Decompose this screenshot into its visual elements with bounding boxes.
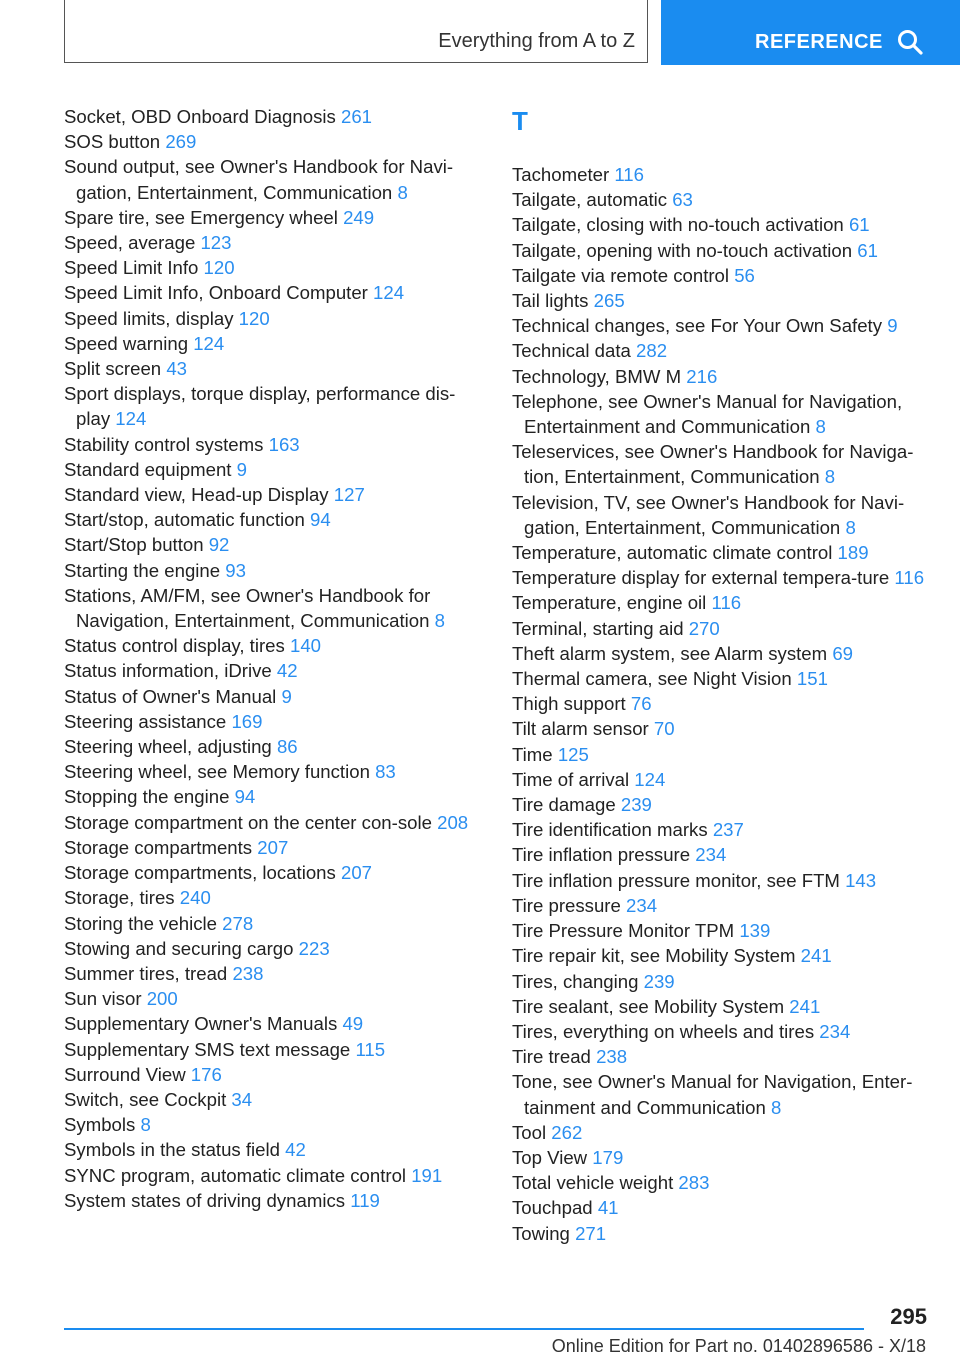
- index-entry: [512, 313, 932, 338]
- entry-text: Tilt alarm sensor: [512, 718, 649, 740]
- page-link[interactable]: 241: [800, 945, 832, 967]
- index-entry: [64, 457, 474, 482]
- entry-text: Tire pressure: [512, 894, 621, 916]
- index-entry: [64, 104, 474, 129]
- index-entry: [512, 994, 932, 1019]
- entry-text: Switch, see Cockpit: [64, 1088, 227, 1110]
- page-link[interactable]: 191: [411, 1164, 443, 1186]
- page-link[interactable]: 271: [575, 1222, 607, 1244]
- page-link[interactable]: 49: [342, 1013, 364, 1035]
- page-link[interactable]: 9: [887, 315, 898, 337]
- entry-text: Surround View: [64, 1063, 186, 1085]
- entry-text: Stowing and securing cargo: [64, 937, 294, 959]
- entry-text: Sound output, see Owner's Handbook for Navi‐gation, Entertainment, Communication: [64, 156, 454, 203]
- index-entry: [512, 1145, 932, 1170]
- index-entry: [64, 1011, 474, 1036]
- index-entry: [64, 280, 474, 305]
- entry-text: Top View: [512, 1146, 588, 1168]
- index-entry: [64, 356, 474, 381]
- index-entry: [512, 490, 932, 540]
- index-entry: [512, 641, 932, 666]
- index-column-right: [512, 104, 932, 1246]
- index-entry: [64, 532, 474, 557]
- search-icon[interactable]: [897, 29, 923, 55]
- entry-text: Technical changes, see For Your Own Safety: [512, 315, 883, 337]
- page-link[interactable]: 56: [734, 264, 755, 286]
- entry-text: Tire Pressure Monitor TPM: [512, 920, 735, 942]
- entry-text: Starting the engine: [64, 559, 221, 581]
- entry-text: Tire sealant, see Mobility System: [512, 995, 785, 1017]
- entry-text: Total vehicle weight: [512, 1172, 674, 1194]
- index-entry: [512, 364, 932, 389]
- index-entry: [64, 255, 474, 280]
- page-link[interactable]: 93: [225, 559, 246, 581]
- index-entry: [512, 893, 932, 918]
- index-entry: [512, 162, 932, 187]
- entry-text: Spare tire, see Emergency wheel: [64, 206, 338, 228]
- page-number: 295: [890, 1304, 927, 1329]
- index-entry: [512, 1069, 932, 1119]
- entry-text: Start/Stop button: [64, 534, 204, 556]
- entry-text: Storage compartment on the center con‐sole: [64, 811, 432, 833]
- entry-text: Tailgate, automatic: [512, 189, 668, 211]
- page-link[interactable]: 94: [309, 509, 331, 531]
- index-entry: [64, 1112, 474, 1137]
- entry-text: Technical data: [512, 340, 631, 362]
- entry-text: Temperature, engine oil: [512, 592, 707, 614]
- page-link[interactable]: 200: [146, 988, 178, 1010]
- index-entry: [64, 1062, 474, 1087]
- page-link[interactable]: 41: [597, 1197, 619, 1219]
- entry-text: Tires, changing: [512, 970, 639, 992]
- page-link[interactable]: 9: [236, 458, 247, 480]
- index-entry: [64, 583, 474, 633]
- index-entry: [64, 432, 474, 457]
- entry-text: Socket, OBD Onboard Diagnosis: [64, 106, 336, 127]
- entry-text: Touchpad: [512, 1197, 593, 1219]
- index-entry: [512, 842, 932, 867]
- page-link[interactable]: 127: [333, 484, 365, 506]
- index-entry: [64, 684, 474, 709]
- entry-text: Television, TV, see Owner's Handbook for Navi‐gation, Entertainment, Communication: [512, 491, 905, 538]
- entry-text: Steering assistance: [64, 710, 227, 732]
- page-link[interactable]: 140: [289, 635, 322, 657]
- index-entry: [512, 918, 932, 943]
- index-entry: [512, 767, 932, 792]
- index-entry: [512, 565, 932, 590]
- footer-edition: Online Edition for Part no. 01402896586 - X/18: [551, 1336, 926, 1356]
- entry-text: Storage, tires: [64, 887, 175, 909]
- entry-text: Tachometer: [512, 164, 610, 185]
- entry-text: Storage compartments: [64, 836, 253, 858]
- entry-text: Theft alarm system, see Alarm system: [512, 642, 828, 664]
- page-link[interactable]: 120: [238, 307, 270, 329]
- entry-text: Sport displays, torque display, performance dis‐play: [64, 383, 456, 430]
- index-entry: [64, 784, 474, 809]
- entry-text: Stopping the engine: [64, 786, 230, 808]
- page-link[interactable]: 124: [634, 768, 666, 790]
- index-entry: [512, 1221, 932, 1246]
- page-link[interactable]: 189: [837, 542, 869, 564]
- index-entry: [512, 187, 932, 212]
- entry-text: Tailgate via remote control: [512, 264, 730, 286]
- entry-text: Towing: [512, 1222, 570, 1244]
- index-entry: [512, 1120, 932, 1145]
- index-entry: [512, 666, 932, 691]
- page-link[interactable]: 207: [340, 862, 373, 884]
- page-link[interactable]: 249: [343, 206, 375, 228]
- entry-text: SOS button: [64, 131, 161, 153]
- entry-text: Teleservices, see Owner's Handbook for Naviga‐tion, Entertainment, Communication: [512, 441, 914, 488]
- index-entry: [64, 961, 474, 986]
- page-link[interactable]: 237: [712, 819, 744, 841]
- entry-text: Tire inflation pressure: [512, 844, 691, 866]
- entry-text: SYNC program, automatic climate control: [64, 1164, 407, 1186]
- entry-text: Telephone, see Owner's Manual for Navigation, Entertainment and Communication: [512, 390, 903, 438]
- entry-text: Standard equipment: [64, 458, 232, 480]
- reference-label: REFERENCE: [755, 31, 883, 53]
- index-entry: [64, 230, 474, 255]
- index-entry: [512, 943, 932, 968]
- entry-text: Tire inflation pressure monitor, see FTM: [512, 869, 840, 891]
- entry-text: Tire identification marks: [512, 819, 708, 841]
- entry-text: Speed, average: [64, 232, 196, 254]
- index-entry: [512, 691, 932, 716]
- page-link[interactable]: 61: [857, 239, 878, 261]
- index-entry: [64, 331, 474, 356]
- index-entry: [64, 1163, 474, 1188]
- index-entry: [512, 212, 932, 237]
- page-link[interactable]: 42: [276, 660, 298, 682]
- index-entry: [64, 381, 474, 431]
- index-entry: [64, 759, 474, 784]
- page-link[interactable]: 8: [845, 516, 856, 538]
- page-link[interactable]: 261: [340, 106, 373, 127]
- page-link[interactable]: 8: [434, 610, 445, 632]
- page-link[interactable]: 125: [557, 743, 589, 765]
- page-link[interactable]: 43: [166, 358, 188, 380]
- index-entry: [64, 306, 474, 331]
- entry-text: Terminal, starting aid: [512, 617, 684, 639]
- entry-text: Standard view, Head-up Display: [64, 484, 329, 506]
- page-link[interactable]: 223: [298, 937, 330, 959]
- entry-text: Speed warning: [64, 332, 189, 354]
- page-link[interactable]: 70: [653, 718, 675, 740]
- page-link[interactable]: 69: [832, 642, 853, 664]
- index-entry: [64, 1037, 474, 1062]
- page-link[interactable]: 9: [281, 685, 292, 707]
- entry-text: Time of arrival: [512, 768, 630, 790]
- index-entry: [512, 792, 932, 817]
- index-entry: [64, 1188, 474, 1213]
- page-link[interactable]: 283: [678, 1172, 710, 1194]
- index-entry: [64, 709, 474, 734]
- index-entry: [64, 129, 474, 154]
- page-link[interactable]: 262: [551, 1121, 583, 1143]
- index-entry: [512, 1019, 932, 1044]
- page-link[interactable]: 234: [695, 844, 727, 866]
- entry-text: Tail lights: [512, 290, 589, 312]
- index-entry: [512, 288, 932, 313]
- page-link[interactable]: 76: [630, 693, 652, 715]
- page-link[interactable]: 120: [203, 257, 235, 279]
- page-link[interactable]: 124: [115, 408, 147, 430]
- entry-text: Steering wheel, adjusting: [64, 736, 272, 758]
- page-link[interactable]: 8: [140, 1114, 151, 1136]
- entry-text: Symbols in the status field: [64, 1139, 280, 1161]
- index-entry: [512, 439, 932, 489]
- page-link[interactable]: 239: [643, 970, 675, 992]
- page-link[interactable]: 207: [257, 836, 289, 858]
- section-letter: T: [512, 106, 528, 136]
- entry-text: Steering wheel, see Memory function: [64, 761, 370, 783]
- entry-text: Technology, BMW M: [512, 365, 682, 387]
- index-list-t: [512, 162, 932, 1246]
- entry-text: Stability control systems: [64, 433, 264, 455]
- reference-tab[interactable]: [661, 0, 960, 65]
- page-link[interactable]: 269: [165, 131, 197, 153]
- index-entry: [64, 507, 474, 532]
- index-entry: [512, 263, 932, 288]
- page-link[interactable]: 123: [200, 232, 232, 254]
- entry-text: Time: [512, 743, 553, 765]
- entry-text: Tire tread: [512, 1046, 591, 1068]
- page-link[interactable]: 116: [894, 567, 925, 589]
- index-entry: [512, 1044, 932, 1069]
- entry-text: Supplementary SMS text message: [64, 1038, 351, 1060]
- index-entry: [512, 389, 932, 439]
- entry-text: Temperature display for external tempera‐ture: [512, 567, 890, 589]
- page-link[interactable]: 83: [375, 761, 396, 783]
- entry-text: Summer tires, tread: [64, 962, 228, 984]
- page-link[interactable]: 8: [824, 466, 836, 488]
- entry-text: System states of driving dynamics: [64, 1189, 346, 1211]
- page-link[interactable]: 94: [234, 786, 256, 808]
- entry-text: Tool: [512, 1121, 547, 1143]
- page-link[interactable]: 34: [231, 1088, 253, 1110]
- index-entry: [512, 716, 932, 741]
- header-title-box: [64, 0, 648, 63]
- index-entry: [64, 1137, 474, 1162]
- entry-text: Thigh support: [512, 693, 626, 715]
- index-entry: [64, 835, 474, 860]
- page-link[interactable]: 61: [848, 214, 870, 236]
- entry-text: Split screen: [64, 358, 162, 380]
- index-entry: [512, 1195, 932, 1220]
- page-link[interactable]: 115: [355, 1038, 386, 1060]
- page-link[interactable]: 238: [232, 962, 264, 984]
- entry-text: Speed limits, display: [64, 307, 234, 329]
- entry-text: Tone, see Owner's Manual for Navigation, Enter‐tainment and Communication: [512, 1071, 913, 1118]
- index-entry: [512, 969, 932, 994]
- page-link[interactable]: 8: [397, 181, 408, 203]
- index-entry: [64, 154, 474, 204]
- page-link[interactable]: 270: [688, 617, 720, 639]
- page-link[interactable]: 8: [771, 1096, 782, 1118]
- page-link[interactable]: 8: [815, 416, 826, 438]
- entry-text: Speed Limit Info, Onboard Computer: [64, 282, 368, 304]
- entry-text: Tires, everything on wheels and tires: [512, 1020, 815, 1042]
- entry-text: Status control display, tires: [64, 635, 285, 657]
- index-entry: [64, 482, 474, 507]
- index-entry: [512, 1170, 932, 1195]
- index-entry: [512, 238, 932, 263]
- index-entry: [64, 658, 474, 683]
- index-entry: [64, 911, 474, 936]
- page-link[interactable]: 278: [222, 912, 254, 934]
- page-link[interactable]: 116: [711, 592, 742, 614]
- page-link[interactable]: 208: [437, 811, 469, 833]
- page-link[interactable]: 124: [373, 282, 405, 304]
- page-link[interactable]: 265: [593, 290, 625, 312]
- index-entry: [512, 742, 932, 767]
- entry-text: Tire damage: [512, 794, 616, 816]
- entry-text: Tailgate, closing with no-touch activation: [512, 214, 844, 236]
- page-link[interactable]: 139: [739, 920, 771, 942]
- page-link[interactable]: 92: [208, 534, 230, 556]
- index-entry: [64, 860, 474, 885]
- index-entry: [64, 558, 474, 583]
- page-link[interactable]: 282: [636, 340, 668, 362]
- page-link[interactable]: 116: [614, 164, 644, 185]
- page-link[interactable]: 216: [686, 365, 718, 387]
- page-link[interactable]: 240: [179, 887, 211, 909]
- index-entry: [64, 205, 474, 230]
- page-link[interactable]: 241: [789, 995, 821, 1017]
- entry-text: Sun visor: [64, 988, 142, 1010]
- page-link[interactable]: 151: [796, 668, 828, 690]
- page-link[interactable]: 163: [268, 433, 300, 455]
- entry-text: Speed Limit Info: [64, 257, 199, 279]
- entry-text: Start/stop, automatic function: [64, 509, 305, 531]
- page-link[interactable]: 169: [231, 710, 263, 732]
- page-link[interactable]: 124: [193, 332, 225, 354]
- entry-text: Status information, iDrive: [64, 660, 272, 682]
- page-link[interactable]: 239: [620, 794, 652, 816]
- page-link[interactable]: 234: [626, 894, 658, 916]
- index-column-left: [64, 104, 474, 1213]
- entry-text: Tire repair kit, see Mobility System: [512, 945, 796, 967]
- index-entry: [512, 817, 932, 842]
- index-entry: [512, 540, 932, 565]
- entry-text: Storing the vehicle: [64, 912, 217, 934]
- index-entry: [64, 936, 474, 961]
- page-link[interactable]: 179: [592, 1146, 624, 1168]
- index-entry: [64, 633, 474, 658]
- page-link[interactable]: 234: [819, 1020, 851, 1042]
- section-title: Everything from A to Z: [438, 30, 635, 52]
- index-entry: [64, 986, 474, 1011]
- page-link[interactable]: 238: [596, 1046, 628, 1068]
- footer-divider: [64, 1328, 864, 1330]
- page-link[interactable]: 63: [672, 189, 693, 211]
- index-entry: [64, 734, 474, 759]
- index-entry: [64, 810, 474, 835]
- index-entry: [64, 1087, 474, 1112]
- entry-text: Thermal camera, see Night Vision: [512, 668, 792, 690]
- entry-text: Temperature, automatic climate control: [512, 542, 833, 564]
- entry-text: Storage compartments, locations: [64, 862, 336, 884]
- index-entry: [512, 338, 932, 363]
- page-link[interactable]: 86: [276, 736, 298, 758]
- entry-text: Stations, AM/FM, see Owner's Handbook for Navigation, Entertainment, Communication: [64, 584, 431, 632]
- entry-text: Tailgate, opening with no-touch activation: [512, 239, 853, 261]
- page-link[interactable]: 176: [190, 1063, 222, 1085]
- page-link[interactable]: 119: [350, 1189, 380, 1211]
- index-entry: [512, 590, 932, 615]
- index-entry: [64, 885, 474, 910]
- entry-text: Supplementary Owner's Manuals: [64, 1013, 338, 1035]
- entry-text: Symbols: [64, 1114, 136, 1136]
- index-entry: [512, 868, 932, 893]
- page-link[interactable]: 42: [285, 1139, 306, 1161]
- index-entry: [512, 616, 932, 641]
- page-link[interactable]: 143: [845, 869, 877, 891]
- entry-text: Status of Owner's Manual: [64, 685, 277, 707]
